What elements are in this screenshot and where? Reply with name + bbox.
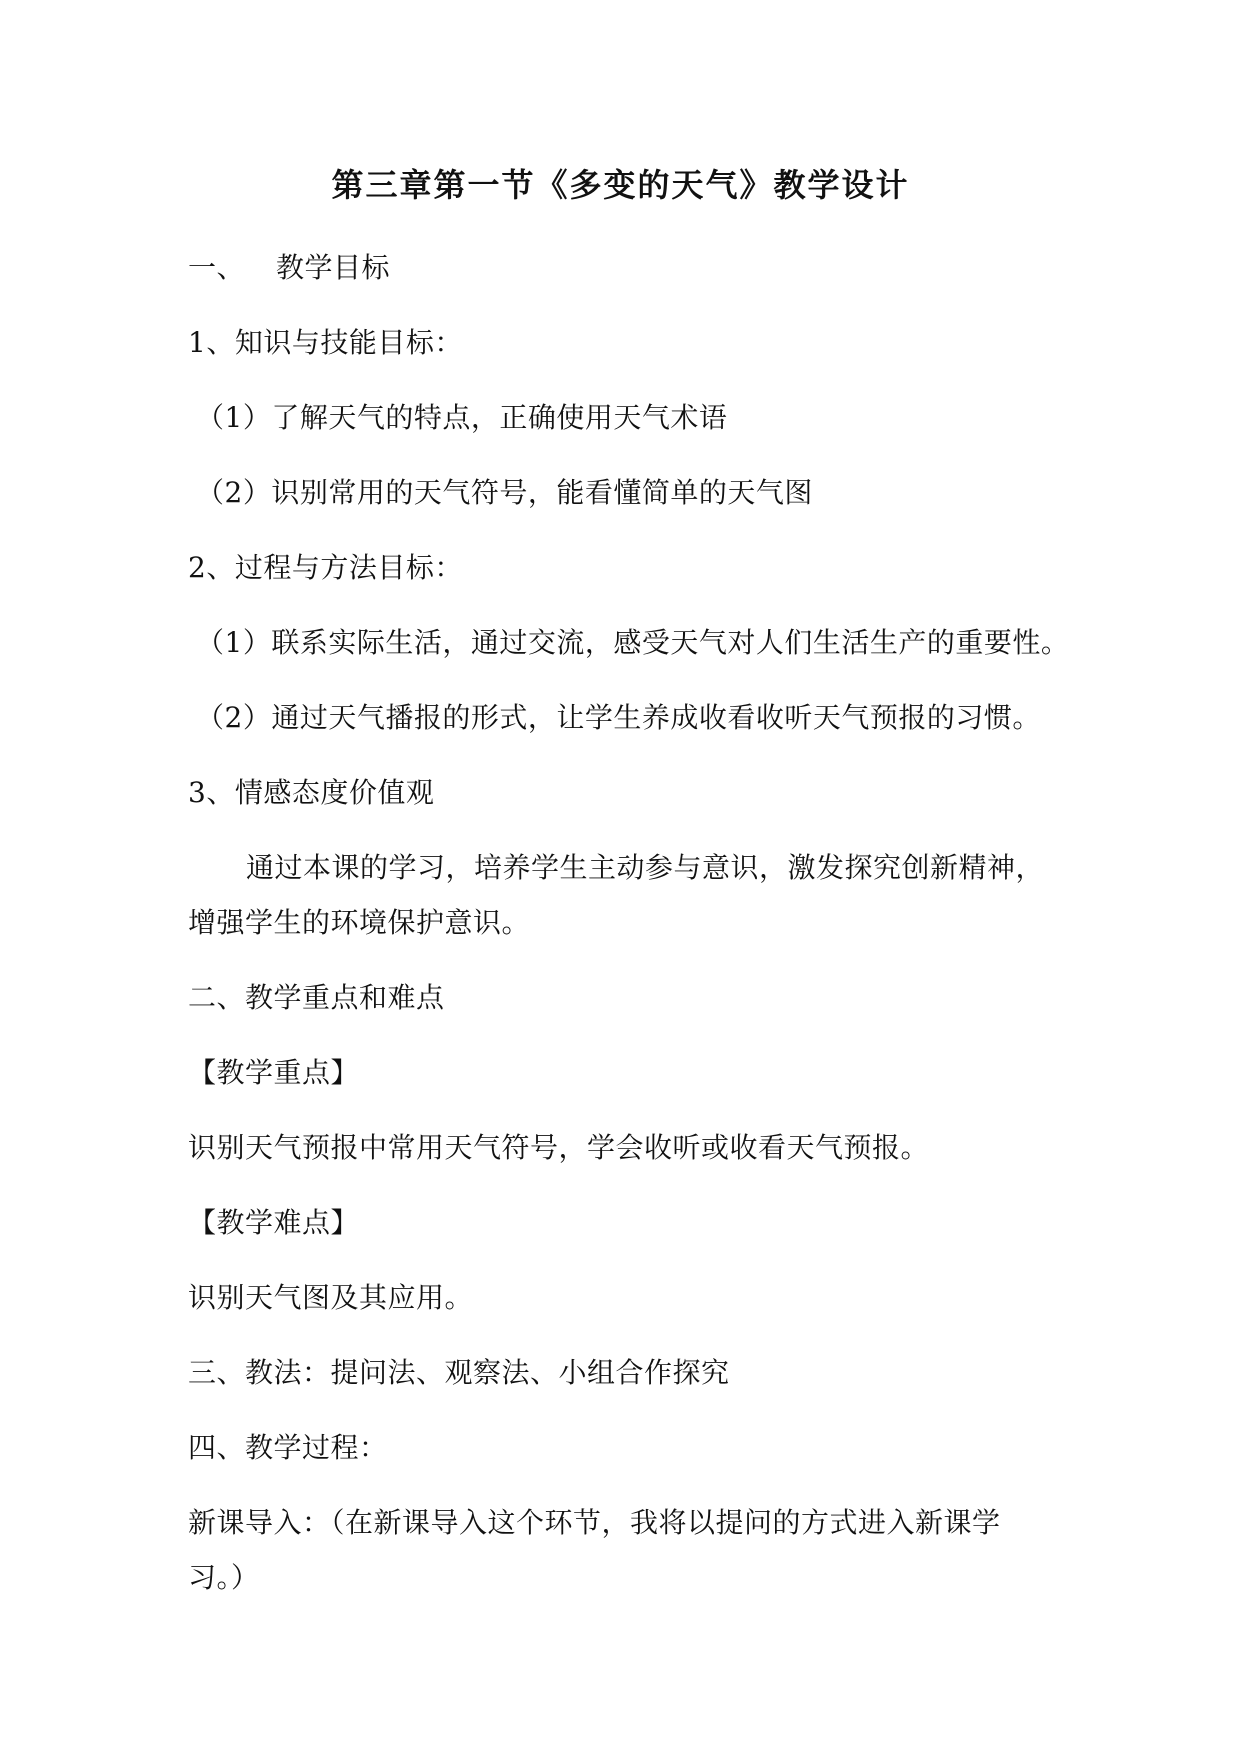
intro-line-1: 新课导入：（在新课导入这个环节，我将以提问的方式进入新课学	[188, 1506, 1001, 1539]
goal-2-item-1: （1）联系实际生活，通过交流，感受天气对人们生活生产的重要性。	[196, 626, 1070, 659]
section-2-heading: 二、教学重点和难点	[188, 981, 445, 1014]
intro-line-2: 习。）	[188, 1561, 260, 1594]
section-3-heading: 三、教法：提问法、观察法、小组合作探究	[188, 1356, 730, 1389]
difficulty-label: 【教学难点】	[188, 1206, 360, 1239]
difficulty-text: 识别天气图及其应用。	[188, 1281, 474, 1314]
goal-3-paragraph-line-2: 增强学生的环境保护意识。	[188, 906, 531, 939]
goal-3-paragraph-line-1: 通过本课的学习，培养学生主动参与意识，激发探究创新精神，	[246, 851, 1045, 884]
goal-2-heading: 2、过程与方法目标：	[188, 551, 463, 584]
section-1-number: 一、	[188, 251, 246, 284]
goal-1-item-1: （1）了解天气的特点，正确使用天气术语	[196, 401, 728, 434]
goal-3-heading: 3、情感态度价值观	[188, 776, 435, 809]
key-point-text: 识别天气预报中常用天气符号，学会收听或收看天气预报。	[188, 1131, 930, 1164]
goal-1-item-2: （2）识别常用的天气符号，能看懂简单的天气图	[196, 476, 813, 509]
goal-1-heading: 1、知识与技能目标：	[188, 326, 463, 359]
key-point-label: 【教学重点】	[188, 1056, 360, 1089]
section-4-heading: 四、教学过程：	[188, 1431, 388, 1464]
document-title: 第三章第一节《多变的天气》教学设计	[331, 166, 910, 204]
goal-2-item-2: （2）通过天气播报的形式，让学生养成收看收听天气预报的习惯。	[196, 701, 1041, 734]
section-1-heading: 教学目标	[276, 251, 391, 284]
